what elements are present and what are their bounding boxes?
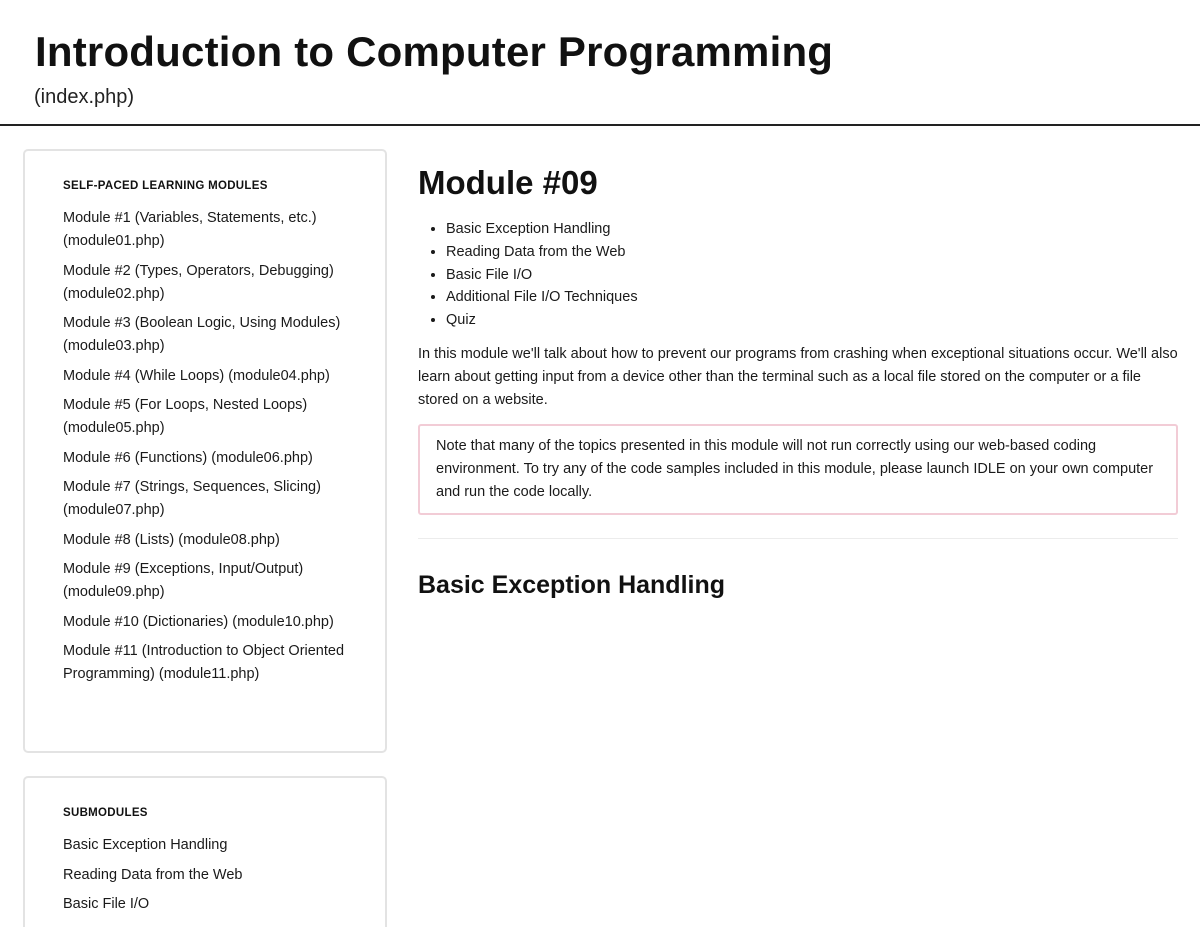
topic-item: • Reading Data from the Web	[446, 241, 1178, 264]
submodules-panel	[23, 776, 387, 927]
modules-heading: SELF-PACED LEARNING MODULES	[63, 180, 268, 192]
modules-panel	[23, 149, 387, 753]
submodules-heading: SUBMODULES	[63, 807, 148, 819]
site-subtitle: (index.php)	[34, 86, 135, 108]
module-link-4[interactable]: Module #4 (While Loops) (module04.php)	[63, 367, 330, 384]
module-list	[63, 207, 363, 693]
note-box: Note that many of the topics presented in this module will not run correctly using our web-based coding environment. To try any of the code samples included in this module, please launch IDLE on your own computer and run the code locally.	[418, 424, 1178, 515]
topic-item: • Quiz	[446, 309, 1178, 332]
topic-item: • Basic Exception Handling	[446, 218, 1178, 241]
topic-item: • Basic File I/O	[446, 264, 1178, 287]
module-link-11[interactable]: Module #11 (Introduction to Object Oriented Programming) (module11.php)	[63, 643, 345, 682]
submodule-link[interactable]: Basic Exception Handling	[63, 837, 228, 853]
module-link-1[interactable]: Module #1 (Variables, Statements, etc.) (module01.php)	[63, 210, 317, 249]
module-link-10[interactable]: Module #10 (Dictionaries) (module10.php)	[63, 613, 334, 630]
module-link-7[interactable]: Module #7 (Strings, Sequences, Slicing) (module07.php)	[63, 479, 321, 518]
module-link-5[interactable]: Module #5 (For Loops, Nested Loops) (module05.php)	[63, 397, 308, 436]
page-header	[0, 0, 1200, 126]
module-link-9[interactable]: Module #9 (Exceptions, Input/Output) (module09.php)	[63, 561, 304, 600]
module-link-3[interactable]: Module #3 (Boolean Logic, Using Modules) (module03.php)	[63, 315, 341, 354]
section-title: Basic Exception Handling	[418, 570, 726, 599]
section-divider	[418, 538, 1178, 539]
module-title: Module #09	[418, 164, 598, 201]
submodule-list	[63, 834, 363, 923]
topic-item: • Additional File I/O Techniques	[446, 286, 1178, 309]
module-link-2[interactable]: Module #2 (Types, Operators, Debugging) (module02.php)	[63, 262, 334, 302]
main-content	[418, 160, 1178, 602]
site-title: Introduction to Computer Programming	[35, 28, 834, 75]
topic-list	[418, 218, 1178, 332]
submodule-link[interactable]: Basic File I/O	[63, 896, 150, 912]
submodule-link[interactable]: Reading Data from the Web	[63, 866, 243, 883]
module-intro: In this module we'll talk about how to prevent our programs from crashing when exceptional situations occur. We'll also learn about getting input from a device other than the terminal such as a local file stored on the computer or a file stored on a website.	[418, 345, 1178, 408]
module-link-8[interactable]: Module #8 (Lists) (module08.php)	[63, 531, 280, 548]
module-link-6[interactable]: Module #6 (Functions) (module06.php)	[63, 449, 313, 466]
